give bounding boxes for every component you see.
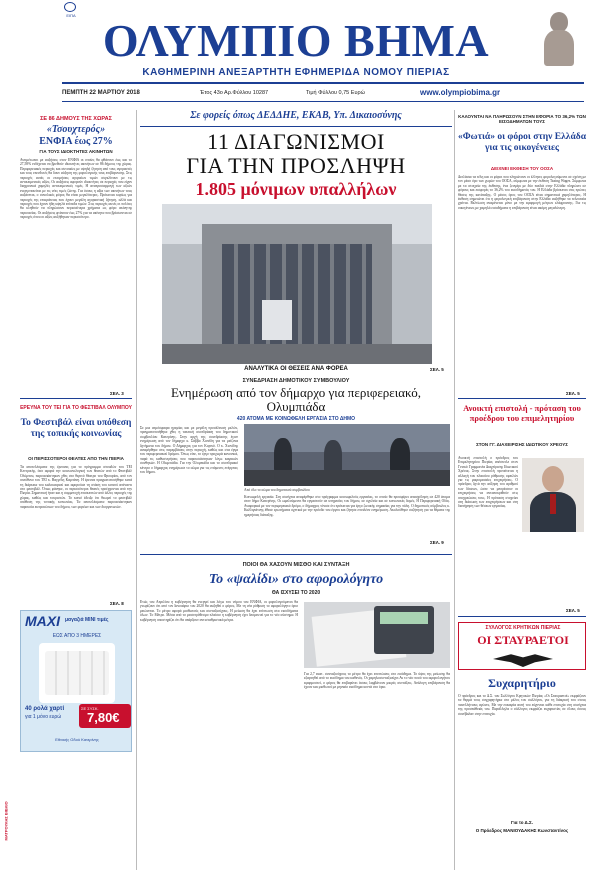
left-column [0,108,134,874]
building-photo [162,204,432,364]
enfia-page-ref: ΣΕΛ. 3 [110,391,124,396]
fiscal-kicker: ΠΟΙΟΙ ΘΑ ΧΑΣΟΥΝ ΜΙΣΘΟ ΚΑΙ ΣΥΝΤΑΞΗ [242,562,350,568]
main-headline-3: 1.805 μόνιμων υπαλλήλων [195,179,397,199]
signature-line-1: Για το Δ.Σ. [511,820,533,825]
maxi-brand: MAXI [25,613,60,629]
main-headline-2: ΓΙΑ ΤΗΝ ΠΡΟΣΛΗΨΗ [186,153,406,178]
issue-date: ΠΕΜΠΤΗ 22 ΜΑΡΤΙΟΥ 2018 [62,90,140,96]
eipa-logo-label: ΕΙΠΑ [66,13,76,18]
main-photo-caption: ΑΝΑΛΥΤΙΚΑ ΟΙ ΘΕΣΕΙΣ ΑΝΑ ΦΟΡΕΑ [244,366,348,372]
enfia-headline: «Τσουχτερός» [46,124,106,135]
fiscal-col1: Ενώς του Απριλίου η κυβέρνηση θα ενεργεί και λόγω του νόμου του ΕΝΦΙΑ, οι φορολογούμενοι θα γνωρίζουν ότι από τον Ιανουάριο του 2020 θα αυξηθεί ο φόρος. Με τη νέα ρύθμιση το αφορολόγητο όριο μειώνεται. Το μέτρο αφορά μισθωτούς και συνταξιούχους. Η μείωση θα έχει επίπτωση στα εισοδήματα όλων. Το Μέτρο. Μέσα από το μεσοπρόθεσμο πλαίσιο η κυβέρνηση έχει δεσμευτεί για το νέο σύστημα. Η κυβέρνηση υποστηρίζει ότι θα υπάρξουν αντισταθμιστικά μέτρα. [140,600,298,622]
main-kicker: Σε φορείς όπως ΔΕΔΔΗΕ, ΕΚΑΒ, Υπ. Δικαιοσύνης [190,110,402,121]
letter-headline: Ανοικτή επιστολή - πρόταση του προέδρου του επιμελητηρίου [463,403,581,423]
maxi-footer: Εθνικής Οδού Κατερίνης [55,737,99,742]
fiscal-headline: Το «ψαλίδι» στο αφορολόγητο [208,572,384,587]
enfia-kicker: ΣΕ 86 ΔΗΜΟΥΣ ΤΗΣ ΧΩΡΑΣ [40,116,112,122]
right-column [458,108,586,874]
enfia-subhead: ΕΝΦΙΑ έως 27% [39,136,113,147]
council-photo [244,424,450,486]
maxi-subbrand: μαγαζιά MINI τιμές [65,617,109,623]
association-logo [458,622,586,670]
toilet-paper-image [39,643,115,703]
statue-image [534,10,584,70]
signature-line-2: Ο Πρόεδρος ΜΑΝΙΟΥΔΑΚΗΣ Κωνσταντίνος [475,828,569,833]
festival-deck: ΟΙ ΠΕΡΙΣΣΟΤΕΡΟΙ ΘΕΑΤΕΣ ΑΠΟ ΤΗΝ ΠΙΕΡΙΑ [28,456,124,461]
council-deck: 420 ΑΤΟΜΑ ΜΕ ΚΟΙΝΩΦΕΛΗ ΕΡΓΑΣΙΑ ΣΤΟ ΔΗΜΟ [236,416,356,422]
main-headline-1: 11 ΔΙΑΓΩΝΙΣΜΟΙ [207,129,385,154]
main-story[interactable] [140,108,452,376]
price-badge [79,704,131,728]
price-value: 7,80€ [87,710,120,725]
taxes-kicker: ΚΑΛΟΥΝΤΑΙ ΝΑ ΠΛΗΡΩΣΟΥΝ ΣΤΗΝ ΕΦΟΡΙΑ ΤΟ 36,2% ΤΩΝ ΕΙΣΟΔΗΜΑΤΩΝ ΤΟΥΣ [458,114,586,124]
price-label: ΣΕ ΣΥΣΚ. [81,706,99,711]
letter-deck: ΣΤΟΝ ΓΓ. ΔΙΑΧΕΙΡΙΣΗΣ ΙΔΙΩΤΙΚΟΥ ΧΡΕΟΥΣ [476,442,568,447]
council-photo-caption: Από όλο το σώμα του δημοτικού συμβουλίου [244,488,310,492]
council-story[interactable] [140,378,452,544]
masthead-subtitle: ΚΑΘΗΜΕΡΙΝΗ ΑΝΕΞΑΡΤΗΤΗ ΕΦΗΜΕΡΙΔΑ ΝΟΜΟΥ ΠΙΕΡΙΑΣ [142,67,450,78]
association-logo-title: ΟΙ ΣΤΑΥΡΑΕΤΟΙ [477,633,569,647]
taxes-page-ref: ΣΕΛ. 5 [566,391,580,396]
chamber-president-photo [522,458,584,532]
fiscal-story[interactable] [140,554,452,872]
enfia-body: Αντιμέτωποι με αυξήσεις στον ΕΝΦΙΑ οι οποίες θα φθάνουν έως και το 27,58% ενδέχεται να βρεθούν ιδιοκτήτες ακινήτων σε 86 δήμους της χώρας. Περιφερειακές περιοχές και συνοικίες με υψηλή ζήτηση από τους αγοραστές και τους επενδυτές θα δουν αύξηση της φορολογικής τους επιβάρυνσης. Στις περιοχές αυτές οι εκτιμήσεις αγοραίων τιμών συγκλίνουν με τις αντικειμενικές αξίες. Οι αυξήσεις αφορούν ιδιοκτήτες σε περιοχές που είχαν διαχρονικά χαμηλές αντικειμενικές τιμές. Η αναπροσαρμογή των αξιών ενεργοποιείται με τις νέες τιμές ζώνης. Για όσους η αξία των ακινήτων τους αυξάνεται, ο συνολικός φόρος θα είναι μεγαλύτερος. Πρόκειται κυρίως για περιοχές της επικράτειας που έχουν μεγάλη αγοραστική ζήτηση, αλλά και περιοχές που έχουν ήδη υψηλά επίπεδα τιμών. Στις περιοχές αυτές οι πολίτες θα κληθούν να πληρώσουν περισσότερα χρήματα ως φόρο ακίνητης περιουσίας. Οι αυξήσεις φτάνουν έως 27% για τα ακίνητα που βρίσκονται σε περιοχές όπου οι αξίες αυξήθηκαν περισσότερο. [20,158,132,220]
letter-body-cont [522,536,584,606]
council-page-ref: ΣΕΛ. 9 [430,540,444,545]
side-label: ΜΑΤΡΟΥΛΗΣ ΒΙΒΛΙΟ [3,801,9,841]
maxi-product: 40 ρολά χαρτί [25,706,65,712]
maxi-promo: ΕΩΣ ΑΠΟ 3 ΗΜΕΡΕΣ [52,633,102,639]
fiscal-photo [304,602,450,668]
masthead-title: ΟΛΥΜΠΙΟ ΒΗΜΑ [102,15,490,66]
maxi-product2: για 1 μόνο ευρώ [25,714,62,720]
taxes-deck: ΔΕΙΧΝΕΙ ΕΚΘΕΣΗ ΤΟΥ ΟΟΣΑ [490,166,554,171]
letter-page-ref: ΣΕΛ. 5 [566,608,580,613]
council-col2: Κοινωφελή εργασία. Στη συνέχεια αναφέρθηκε στο πρόγραμμα κοινωφελούς εργασίας, το οποίο θα προσφέρει απασχόληση σε 420 άτομα στον δήμο Κατερίνης. Οι ωφελούμενοι θα εργαστούν σε υπηρεσίες του δήμου, σε σχολεία και σε κοινωνικές δομές. Η Περιφερειακή Οδός. Αναφορικά με τον περιφερειακό δρόμο, ο δήμαρχος τόνισε ότι πρόκειται για έργο ζωτικής σημασίας για την πόλη. Ο δημοτικός σύμβουλος κ. Καλλιγιάννης έθεσε ερωτήματα σχετικά με την πρόοδο του έργου και ζήτησε επιπλέον ενημέρωση. Ακολούθησε συζήτηση για τα θέματα της ημερήσιας διάταξης. [244,495,450,517]
eagle-icon [493,651,553,667]
masthead [0,0,600,116]
festival-body: Τα αποτελέσματα της έρευνας για το πρόγραμμα σπουδών του ΤΕΙ Κεντρικής, όσο αφορά την κοινωνιολογική των θεατών από το Φεστιβάλ Ολύμπου, παρουσιάστηκαν χθες στο θερινό θέατρο του Φρουρίου, από τον υπεύθυνο του ΤΕΙ κ. Βαγγέλη Καμπάνη. Η έρευνα πραγματοποιήθηκε κατά τη διάρκεια του καλοκαιριού και αφορούσε τη στάση του κοινού απέναντι στο φεστιβάλ. Όπως φάνηκε, οι περισσότεροι θεατές προέρχονται από την Πιερία. Σημαντική ήταν και η συμμετοχή επισκεπτών από άλλες περιοχές της χώρας, καθώς και τουριστών. Το κοινό έδειξε ότι θεωρεί το φεστιβάλ υπόθεση της τοπικής κοινωνίας. Τα αποτελέσματα παρουσιάστηκαν παρουσία εκπροσώπων του δήμου, των φορέων και των διοργανωτών. [20,465,132,509]
enfia-deck: ΓΙΑ ΤΟΥΣ ΙΔΙΟΚΤΗΤΕΣ ΑΚΙΝΗΤΩΝ [39,149,113,154]
festival-kicker: ΕΡΕΥΝΑ ΤΟΥ ΤΕΙ ΓΙΑ ΤΟ ΦΕΣΤΙΒΑΛ ΟΛΥΜΠΟΥ [20,405,132,411]
issue-number: Έτος 43ο Αρ.Φύλλου 10287 [200,90,269,96]
taxes-headline: «Φωτιά» οι φόροι στην Ελλάδα για τις οικογένειες [458,132,586,153]
council-col1: Σε μια ατμόσφαιρα ηρεμίας και με μεγάλη προσέλευση μελών, πραγματοποιήθηκε χθες η τακτική συνεδρίαση του δημοτικού συμβουλίου Κατερίνης. Στην αρχή της συνεδρίασης έγινε ενημέρωση από τον δήμαρχο κ. Σάββα Χιονίδη για τα μείζονα ζητήματα του δήμου. Ο Δήμαρχος για τον Κορινό. Ο κ. Χιονίδης αναφέρθηκε στις παρεμβάσεις στην περιοχή, καθώς και στα έργα του περιφερειακού δρόμου. Όπως είπε, το έργο προχωρά κανονικά, παρά τις καθυστερήσεις που παρουσιάστηκαν λόγω καιρικών συνθηκών. Η Ολυμπιάδα. Για την Ολυμπιάδα και το συνεδριακό κέντρο ο δήμαρχος ενημέρωσε το σώμα για τις επόμενες ενέργειες του δήμου. [140,426,238,475]
congrats-headline: Συχαρητήριο [488,676,556,690]
council-kicker: ΣΥΝΕΔΡΙΑΣΗ ΔΗΜΟΤΙΚΟΥ ΣΥΜΒΟΥΛΙΟΥ [242,378,350,384]
congrats-body: Ο πρόεδρος και το Δ.Σ. του Συλλόγου Κρητικών Πιερίας «Οι Σταυραετοί» εκφράζουν τα θερμά τους συγχαρητήρια στο μέλος του συλλόγου, για τη διάκρισή του στους πανελλήνιους αγώνες. Με την ευκαιρία αυτή του εύχονται κάθε επιτυχία στη συνέχεια της προσπάθειάς του. Παράλληλα ο σύλλογος εκφράζει ευχαριστίες σε όλους όσους συνέβαλαν στην επιτυχία. [458,694,586,716]
issue-price: Τιμή Φύλλου 0,75 Ευρώ [306,90,365,96]
fiscal-col2: Για 2,7 εκατ. συνταξιούχους το μέτρο θα έχει επιπτώσεις στο εισόδημα. Το ύψος της μείωσης θα εξαρτηθεί από το εισόδημα του καθενός. Οι χαμηλοσυνταξιούχοι Αν το νέο ποσό του αφορολογήτου εφαρμοστεί, ο φόρος θα επιβαρύνει όσους λαμβάνουν μικρές συντάξεις. Ανάλογη επιβάρυνση θα έχουν και μισθωτοί με μηνιαίο εισόδημα κοντά στο όριο. [304,672,450,690]
maxi-ad[interactable] [20,610,132,752]
taxes-body: Διπλάσια τα τέλη και οι φόροι που πληρώνουν οι έλληνες φορολογούμενοι σε σχέση με τον μέσο όρο των χωρών του ΟΟΣΑ, σύμφωνα με την έκθεση Taxing Wages. Σύμφωνα με τα στοιχεία της έκθεσης, ένα ζευγάρι με δύο παιδιά στην Ελλάδα πληρώνει σε φόρους και εισφορές το 36,2% του εισοδήματός του. Η Ελλάδα βρίσκεται στις πρώτες θέσεις της κατάταξης. Ο μέσος όρος του ΟΟΣΑ είναι σημαντικά χαμηλότερος. Η έκθεση σημειώνει ότι η φορολογική επιβάρυνση στην Ελλάδα αυξήθηκε τα τελευταία χρόνια. Βελτίωση αναμένεται μόνο με την εφαρμογή μέτρων ελάφρυνσης. Για τις οικογένειες με χαμηλά εισοδήματα η επιβάρυνση είναι ακόμη μεγαλύτερη. [458,175,586,210]
letter-body: Ανοικτή επιστολή ο πρόεδρος του Επιμελητηρίου Πιερίας απέστειλε στον Γενικό Γραμματέα Διαχείρισης Ιδιωτικού Χρέους. Στην επιστολή προτείνεται η αλλαγή του πλαισίου ρύθμισης οφειλών για τις μικρομεσαίες επιχειρήσεις. Ο πρόεδρος ζητά την αύξηση του αριθμού των δόσεων, ώστε να μπορέσουν οι επιχειρήσεις να ανταποκριθούν στις υποχρεώσεις τους. Η πρόταση στοχεύει στη διάσωση των επιχειρήσεων και στη διατήρηση των θέσεων εργασίας. [458,456,518,509]
main-page-ref: ΣΕΛ. 5 [430,367,444,372]
festival-page-ref: ΣΕΛ. 8 [110,601,124,606]
association-name: ΣΥΛΛΟΓΟΣ ΚΡΗΤΙΚΩΝ ΠΙΕΡΙΑΣ [485,625,561,631]
council-headline: Ενημέρωση από τον δήμαρχο για περιφερειακό, Ολυμπιάδα [170,385,422,414]
website-url[interactable]: www.olympiobima.gr [420,88,501,97]
festival-headline: Το Φεστιβάλ είναι υπόθεση της τοπικής κοινωνίας [20,418,132,439]
fiscal-deck: ΘΑ ΙΣΧΥΣΕΙ ΤΟ 2020 [271,590,321,596]
